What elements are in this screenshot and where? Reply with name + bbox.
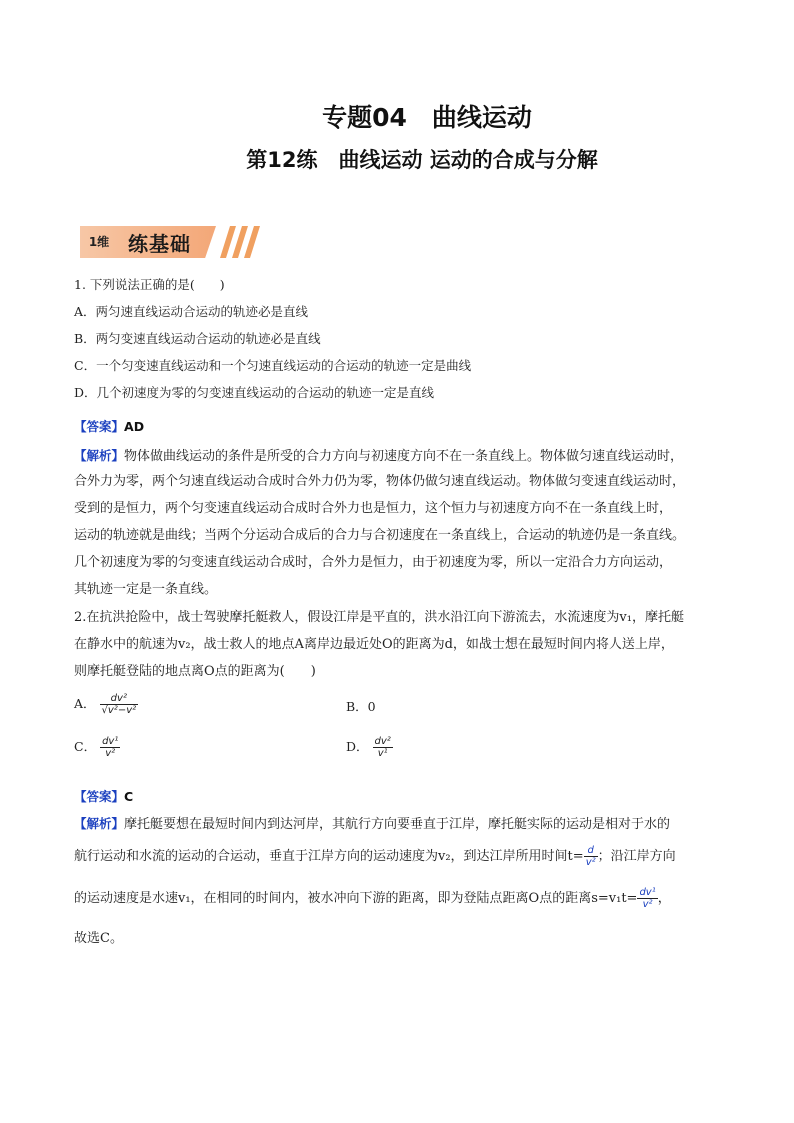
banner-tag: 1维 xyxy=(88,235,110,249)
fraction-denominator: v² xyxy=(642,899,653,910)
q2-stem-line: 2.在抗洪抢险中，战士驾驶摩托艇救人，假设江岸是平直的，洪水沿江向下游流去，水流速度为v₁，摩托艇 xyxy=(74,610,684,625)
q2-option-c-prefix: C． xyxy=(74,739,97,754)
q2-option-b: B．0 xyxy=(346,699,376,714)
fraction-denominator: v¹ xyxy=(377,748,388,759)
q1-analysis-line: 合外力为零，两个匀速直线运动合成时合外力仍为零，物体仍做匀速直线运动。物体做匀变速直线运动时， xyxy=(74,474,686,489)
fraction-denominator: v² xyxy=(585,857,596,868)
stripes-decoration-icon xyxy=(216,226,268,258)
q2-time-fraction xyxy=(584,845,598,868)
q1-answer xyxy=(74,420,144,434)
q2-answer-label: 【答案】 xyxy=(74,789,125,804)
fraction-numerator: dv² xyxy=(374,736,391,747)
fraction-numerator: dv¹ xyxy=(639,887,656,898)
q2-option-c-fraction xyxy=(100,736,120,759)
section-banner xyxy=(80,226,270,262)
q2-option-c xyxy=(74,736,120,759)
fraction-numerator: d xyxy=(584,845,598,857)
q1-answer-label: 【答案】 xyxy=(74,419,125,434)
q1-stem: 1. 下列说法正确的是( ) xyxy=(74,277,225,292)
q1-analysis-line: 几个初速度为零的匀变速直线运动合成时，合外力是恒力，由于初速度为零，所以一定沿合力方向运动， xyxy=(74,555,673,570)
fraction-denominator: √v²−v² xyxy=(101,705,137,716)
q2-option-d xyxy=(346,736,393,759)
q2-option-a xyxy=(74,693,138,716)
q1-analysis-line: 运动的轨迹就是曲线；当两个分运动合成后的合力与合初速度在一条直线上，合运动的轨迹仍是一条直线。 xyxy=(74,528,686,543)
q1-analysis-line: 其轨迹一定是一条直线。 xyxy=(74,582,218,597)
q2-analysis-line: 摩托艇要想在最短时间内到达河岸，其航行方向要垂直于江岸，摩托艇实际的运动是相对于水的 xyxy=(124,817,671,832)
q1-analysis-line: 物体做曲线运动的条件是所受的合力方向与初速度方向不在一条直线上。物体做匀速直线运动时， xyxy=(124,449,684,464)
q2-answer xyxy=(74,790,133,804)
q2-option-d-fraction xyxy=(373,736,393,759)
q2-distance-fraction xyxy=(637,887,657,910)
q1-option-a: A．两匀速直线运动合运动的轨迹必是直线 xyxy=(74,304,309,319)
q2-analysis-text: ， xyxy=(657,891,671,906)
q2-option-a-fraction xyxy=(100,693,139,716)
q1-option-c: C．一个匀变速直线运动和一个匀速直线运动的合运动的轨迹一定是曲线 xyxy=(74,358,472,373)
fraction-numerator: dv² xyxy=(100,693,139,705)
q1-analysis-line: 受到的是恒力，两个匀变速直线运动合成时合外力也是恒力，这个恒力与初速度方向不在一条直线上时， xyxy=(74,501,673,516)
q2-analysis-line xyxy=(74,845,676,868)
q1-answer-value: AD xyxy=(124,419,145,434)
q2-stem-line: 在静水中的航速为v₂，战士救人的地点A离岸边最近处O的距离为d，如战士想在最短时间内将人送上岸， xyxy=(74,637,674,652)
q1-option-d: D．几个初速度为零的匀变速直线运动的合运动的轨迹一定是直线 xyxy=(74,385,435,400)
banner-label: 练基础 xyxy=(128,232,191,256)
q2-stem-line: 则摩托艇登陆的地点离O点的距离为( ) xyxy=(74,664,316,679)
fraction-numerator: dv¹ xyxy=(102,736,119,747)
q2-analysis-line xyxy=(74,887,671,910)
q1-analysis-label: 【解析】 xyxy=(74,448,125,463)
q2-option-a-prefix: A． xyxy=(74,696,96,711)
q2-option-d-prefix: D． xyxy=(346,739,369,754)
page-title: 专题04 曲线运动 xyxy=(322,103,532,132)
q2-analysis-text: 的运动速度是水速v₁，在相同的时间内，被水冲向下游的距离，即为登陆点距离O点的距离s=v₁t= xyxy=(74,891,638,906)
q1-option-b: B．两匀变速直线运动合运动的轨迹必是直线 xyxy=(74,331,321,346)
q2-analysis-label: 【解析】 xyxy=(74,816,125,831)
q2-analysis-line: 故选C。 xyxy=(74,931,123,946)
q2-answer-value: C xyxy=(124,789,134,804)
fraction-denominator: v² xyxy=(105,748,116,759)
page-subtitle: 第12练 曲线运动 运动的合成与分解 xyxy=(246,148,598,172)
q2-analysis-text: ；沿江岸方向 xyxy=(597,849,676,864)
q2-analysis-text: 航行运动和水流的运动的合运动，垂直于江岸方向的运动速度为v₂，到达江岸所用时间t= xyxy=(74,849,584,864)
